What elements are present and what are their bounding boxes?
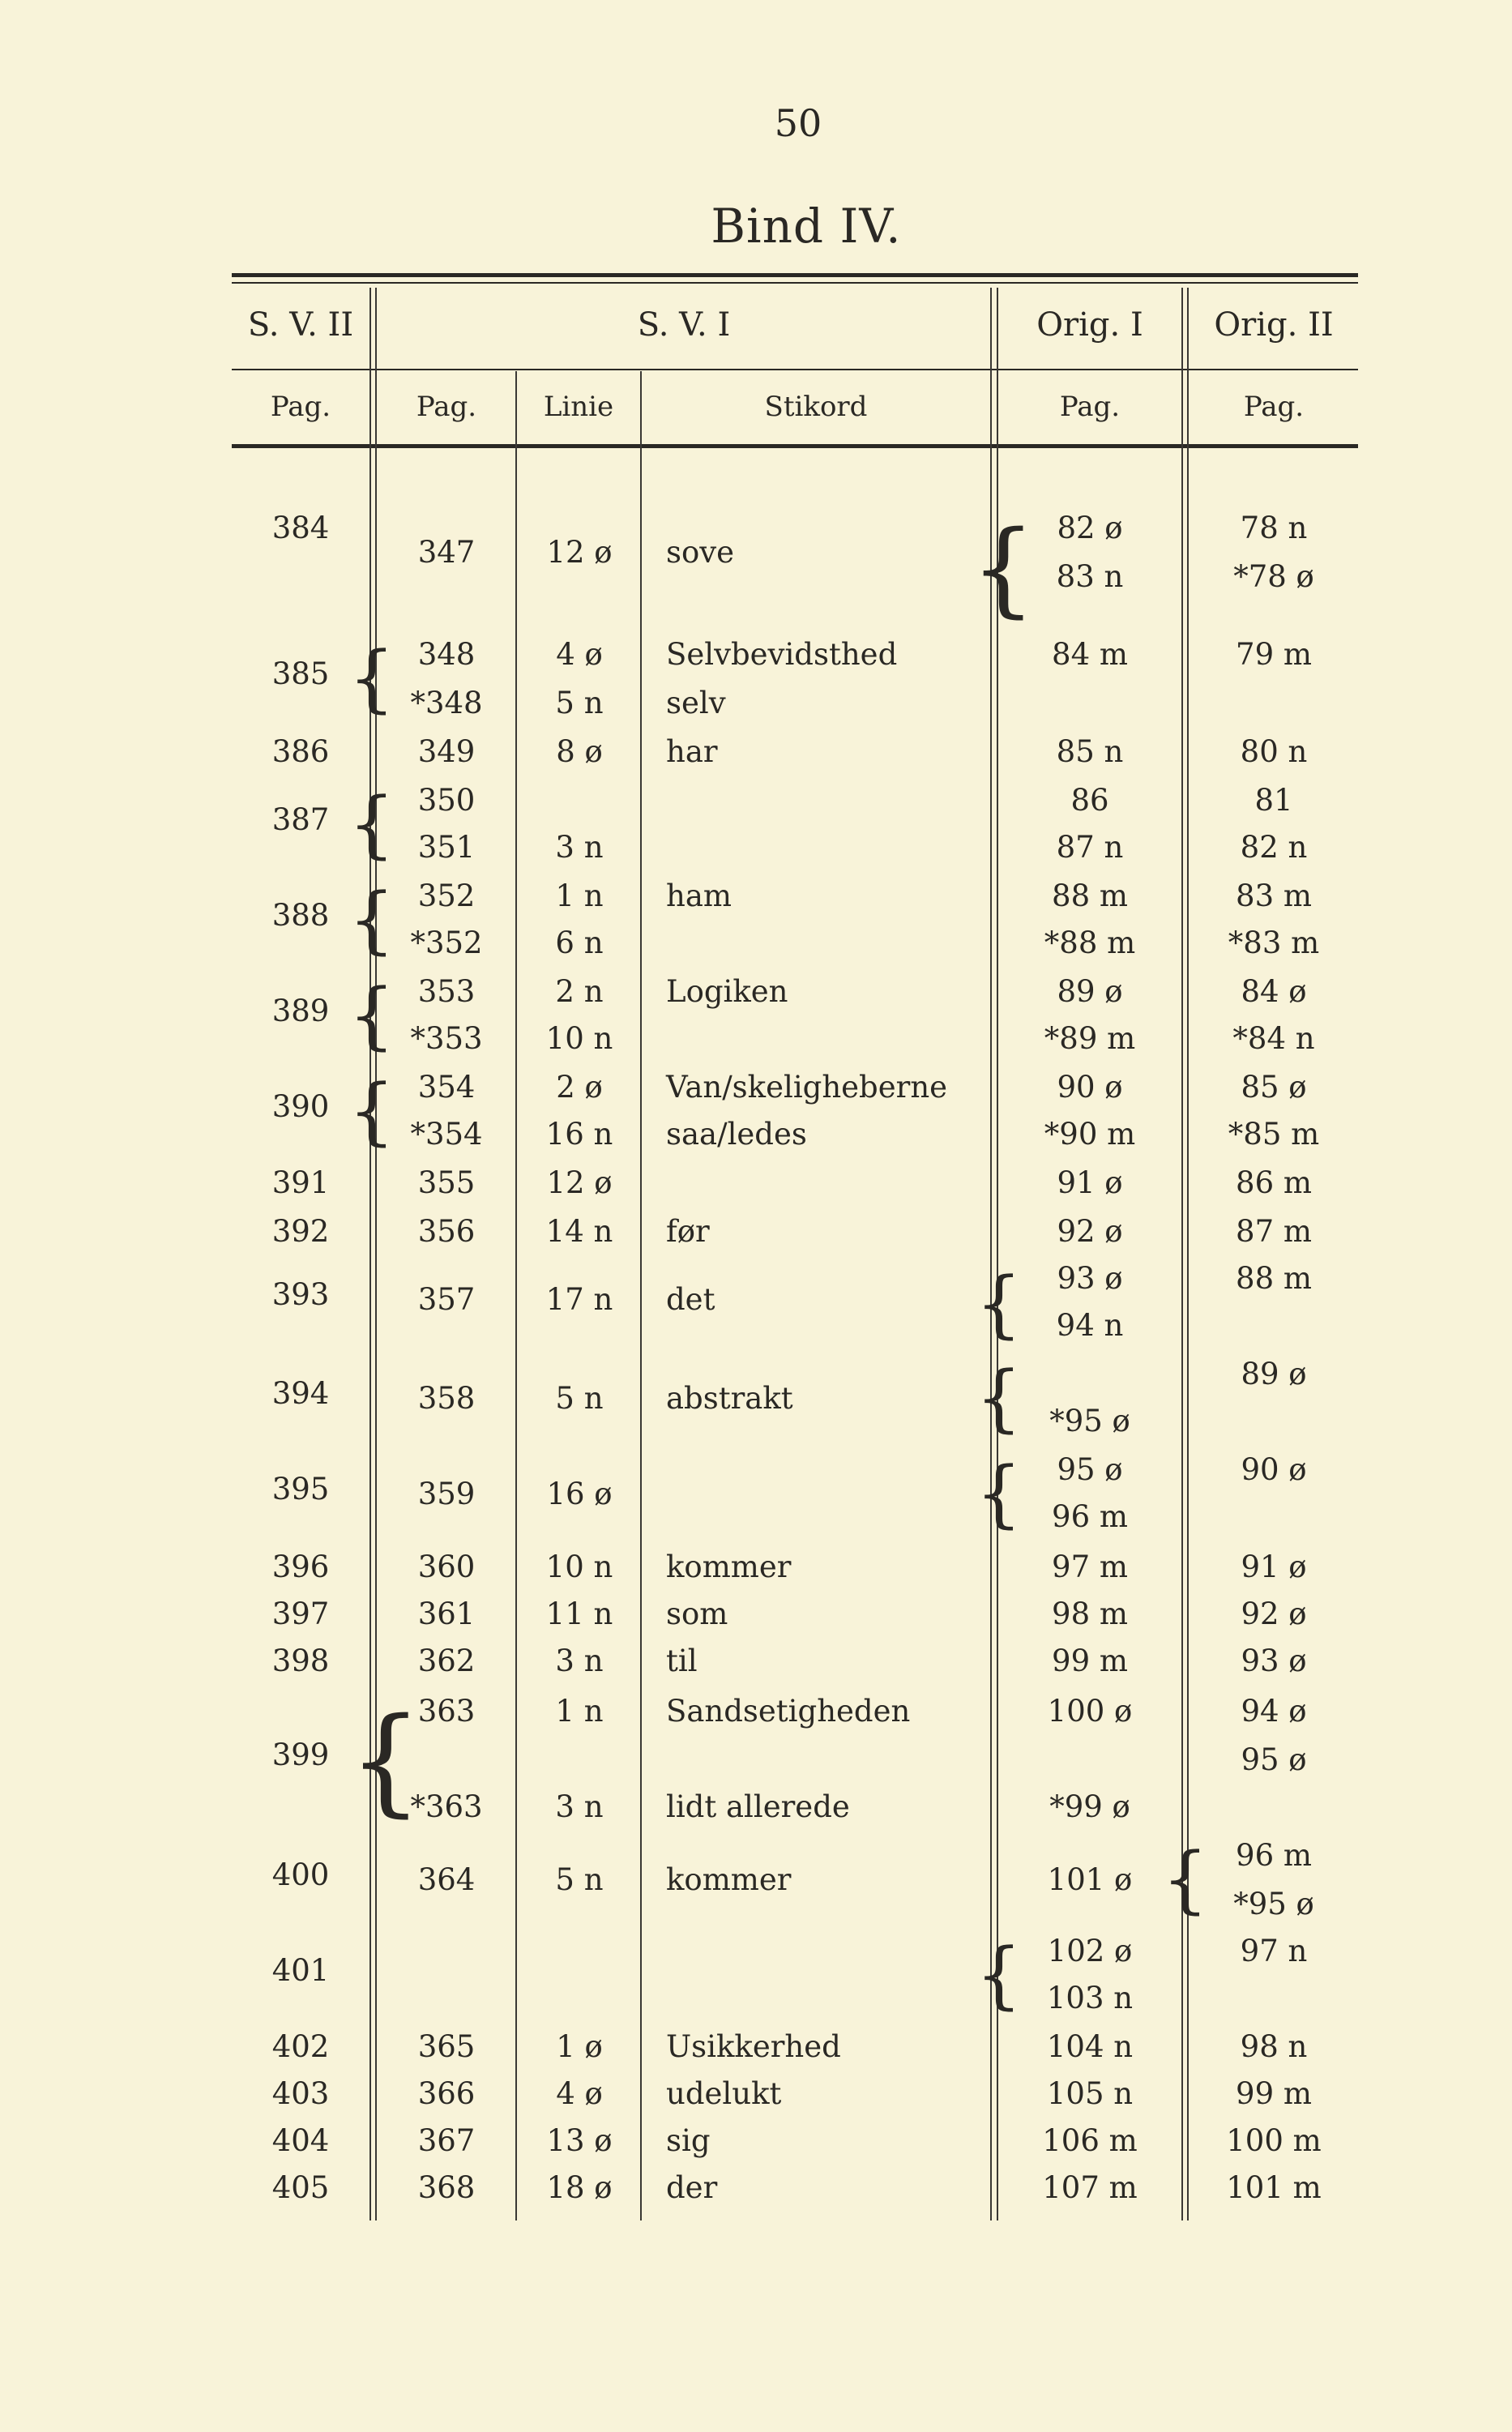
cell-pag: 361 xyxy=(417,1596,476,1631)
cell-pag: 367 xyxy=(417,2123,476,2158)
cell-o1: 100 ø xyxy=(1047,1694,1133,1729)
cell-linie: 3 n xyxy=(555,1789,604,1824)
cell-sv2: 388 xyxy=(271,898,330,933)
cell-sv2: 401 xyxy=(271,1953,330,1988)
cell-sv2: 384 xyxy=(271,511,330,545)
cell-o1: 103 n xyxy=(1046,1981,1134,2015)
cell-o1: 101 ø xyxy=(1047,1862,1133,1897)
cell-o2: 81 xyxy=(1254,783,1293,818)
cell-o1: 87 n xyxy=(1056,830,1124,865)
cell-sv2: 393 xyxy=(271,1277,330,1312)
cell-pag: 348 xyxy=(417,637,476,672)
cell-stikord: det xyxy=(666,1282,715,1317)
cell-o1: 88 m xyxy=(1052,878,1128,913)
cell-sv2: 402 xyxy=(271,2029,330,2064)
cell-sv2: 385 xyxy=(271,656,330,691)
cell-o1: 84 m xyxy=(1052,637,1128,672)
cell-linie: 13 ø xyxy=(546,2123,613,2158)
cell-o1: 92 ø xyxy=(1057,1214,1123,1249)
cell-pag: 354 xyxy=(417,1070,476,1105)
cell-o2: 93 ø xyxy=(1241,1643,1307,1678)
cell-o1: 106 m xyxy=(1042,2123,1138,2158)
subheader-pag-orig2: Pag. xyxy=(1243,391,1305,423)
cell-o2: 82 n xyxy=(1240,830,1308,865)
cell-pag: 349 xyxy=(417,734,476,769)
cell-o1: 85 n xyxy=(1056,734,1124,769)
cell-o1: *88 m xyxy=(1044,925,1136,960)
cell-o1: 96 m xyxy=(1052,1499,1128,1534)
cell-o1: 98 m xyxy=(1052,1596,1128,1631)
cell-pag: *363 xyxy=(410,1789,483,1824)
brace-icon: { xyxy=(976,1451,1023,1537)
cell-pag: *348 xyxy=(410,686,483,720)
col-rule-pag xyxy=(515,371,517,2220)
cell-o2: 95 ø xyxy=(1241,1742,1307,1777)
cell-stikord: Sandsetigheden xyxy=(666,1694,911,1729)
cell-stikord: som xyxy=(666,1596,728,1631)
subheader-linie: Linie xyxy=(543,391,614,423)
cell-linie: 12 ø xyxy=(546,535,613,570)
cell-linie: 16 ø xyxy=(546,1477,613,1511)
cell-o2: 99 m xyxy=(1236,2076,1312,2111)
cell-o2: 90 ø xyxy=(1241,1452,1307,1487)
cell-o2: 83 m xyxy=(1236,878,1312,913)
cell-linie: 4 ø xyxy=(556,637,603,672)
cell-stikord: Selvbevidsthed xyxy=(666,637,898,672)
brace-icon: { xyxy=(348,636,395,721)
cell-o1: *89 m xyxy=(1044,1021,1136,1056)
cell-linie: 3 n xyxy=(555,830,604,865)
col-rule-linie xyxy=(640,371,642,2220)
brace-icon: { xyxy=(348,782,395,867)
cell-linie: 3 n xyxy=(555,1643,604,1678)
cell-linie: 10 n xyxy=(545,1021,613,1056)
cell-linie: 16 n xyxy=(545,1117,613,1152)
cell-stikord: før xyxy=(666,1214,710,1249)
cell-linie: 11 n xyxy=(545,1596,613,1631)
cell-linie: 5 n xyxy=(555,1381,604,1416)
cell-sv2: 392 xyxy=(271,1214,330,1249)
brace-icon: { xyxy=(976,1356,1023,1441)
cell-o1: 91 ø xyxy=(1057,1165,1123,1200)
subheader-pag-orig1: Pag. xyxy=(1059,391,1121,423)
page-number: 50 xyxy=(774,101,822,145)
col-rule-sv2 xyxy=(369,288,371,2220)
cell-o2: 87 m xyxy=(1236,1214,1312,1249)
cell-pag: 363 xyxy=(417,1694,476,1729)
cell-linie: 14 n xyxy=(545,1214,613,1249)
cell-sv2: 405 xyxy=(271,2170,330,2205)
cell-linie: 8 ø xyxy=(556,734,603,769)
cell-linie: 1 ø xyxy=(556,2029,603,2064)
cell-o2: 97 n xyxy=(1240,1934,1308,1968)
cell-pag: 357 xyxy=(417,1282,476,1317)
cell-sv2: 397 xyxy=(271,1596,330,1631)
cell-stikord: lidt allerede xyxy=(666,1789,850,1824)
brace-icon: { xyxy=(976,1933,1023,2018)
cell-o1: 94 n xyxy=(1056,1308,1124,1343)
cell-linie: 5 n xyxy=(555,686,604,720)
cell-sv2: 389 xyxy=(271,994,330,1028)
cell-pag: *353 xyxy=(410,1021,483,1056)
cell-stikord: til xyxy=(666,1643,698,1678)
cell-linie: 2 ø xyxy=(556,1070,603,1105)
cell-o1: *95 ø xyxy=(1049,1404,1130,1438)
cell-linie: 12 ø xyxy=(546,1165,613,1200)
brace-icon: { xyxy=(348,878,395,963)
cell-pag: 358 xyxy=(417,1381,476,1416)
cell-o2: *83 m xyxy=(1228,925,1320,960)
cell-o1: 104 n xyxy=(1046,2029,1134,2064)
cell-stikord: der xyxy=(666,2170,718,2205)
cell-linie: 5 n xyxy=(555,1862,604,1897)
cell-linie: 6 n xyxy=(555,925,604,960)
subheader-pag-sv1: Pag. xyxy=(416,391,477,423)
cell-pag: 359 xyxy=(417,1477,476,1511)
cell-o1: 93 ø xyxy=(1057,1261,1123,1296)
cell-pag: 350 xyxy=(417,783,476,818)
cell-stikord: Van/skeligheberne xyxy=(666,1070,948,1105)
cell-o2: *85 m xyxy=(1228,1117,1320,1152)
cell-pag: 362 xyxy=(417,1643,476,1678)
cell-pag: 347 xyxy=(417,535,476,570)
cell-o2: 79 m xyxy=(1236,637,1312,672)
brace-icon: { xyxy=(348,1692,423,1828)
cell-o1: 97 m xyxy=(1052,1549,1128,1584)
cell-pag: 351 xyxy=(417,830,476,865)
cell-stikord: ham xyxy=(666,878,732,913)
cell-stikord: kommer xyxy=(666,1862,792,1897)
cell-o2: 80 n xyxy=(1240,734,1308,769)
cell-pag: 365 xyxy=(417,2029,476,2064)
cell-pag: *354 xyxy=(410,1117,483,1152)
cell-stikord: sig xyxy=(666,2123,711,2158)
cell-o1: 99 m xyxy=(1052,1643,1128,1678)
cell-stikord: Usikkerhed xyxy=(666,2029,841,2064)
cell-pag: *352 xyxy=(410,925,483,960)
cell-sv2: 398 xyxy=(271,1643,330,1678)
cell-sv2: 387 xyxy=(271,802,330,837)
brace-icon: { xyxy=(1162,1837,1209,1922)
cell-o2: 78 n xyxy=(1240,511,1308,545)
cell-pag: 366 xyxy=(417,2076,476,2111)
subheader-stikord: Stikord xyxy=(764,391,868,423)
header-sv2: S. V. II xyxy=(247,306,354,344)
cell-pag: 364 xyxy=(417,1862,476,1897)
cell-linie: 17 n xyxy=(545,1282,613,1317)
header-sv1: S. V. I xyxy=(637,306,731,344)
cell-stikord: saa/ledes xyxy=(666,1117,807,1152)
cell-pag: 360 xyxy=(417,1549,476,1584)
cell-stikord: Logiken xyxy=(666,974,788,1009)
cell-o2: 100 m xyxy=(1226,2123,1322,2158)
cell-o2: 101 m xyxy=(1226,2170,1322,2205)
cell-sv2: 400 xyxy=(271,1857,330,1892)
cell-sv2: 404 xyxy=(271,2123,330,2158)
cell-sv2: 395 xyxy=(271,1472,330,1507)
cell-o1: 105 n xyxy=(1046,2076,1134,2111)
top-rule-thin xyxy=(232,282,1358,284)
cell-stikord: udelukt xyxy=(666,2076,782,2111)
cell-o1: 90 ø xyxy=(1057,1070,1123,1105)
cell-o2: 84 ø xyxy=(1241,974,1307,1009)
cell-linie: 18 ø xyxy=(546,2170,613,2205)
cell-sv2: 390 xyxy=(271,1089,330,1124)
cell-o1: 83 n xyxy=(1056,559,1124,594)
cell-stikord: sove xyxy=(666,535,735,570)
cell-o2: *95 ø xyxy=(1233,1887,1314,1921)
cell-o2: 89 ø xyxy=(1241,1357,1307,1391)
cell-stikord: abstrakt xyxy=(666,1381,793,1416)
cell-o1: *99 ø xyxy=(1049,1789,1130,1824)
cell-sv2: 391 xyxy=(271,1165,330,1200)
cell-o1: 82 ø xyxy=(1057,511,1123,545)
cell-sv2: 403 xyxy=(271,2076,330,2111)
cell-pag: 352 xyxy=(417,878,476,913)
cell-stikord: selv xyxy=(666,686,726,720)
brace-icon: { xyxy=(971,509,1036,628)
cell-o2: 96 m xyxy=(1236,1838,1312,1873)
header-bottom-rule xyxy=(232,444,1358,448)
cell-linie: 4 ø xyxy=(556,2076,603,2111)
cell-o1: 86 xyxy=(1070,783,1109,818)
cell-pag: 368 xyxy=(417,2170,476,2205)
cell-o2: 98 n xyxy=(1240,2029,1308,2064)
section-title: Bind IV. xyxy=(711,199,902,254)
cell-pag: 356 xyxy=(417,1214,476,1249)
cell-o1: 102 ø xyxy=(1047,1934,1133,1968)
cell-sv2: 386 xyxy=(271,734,330,769)
top-rule-thick xyxy=(232,273,1358,277)
cell-o1: 89 ø xyxy=(1057,974,1123,1009)
brace-icon: { xyxy=(976,1262,1023,1347)
cell-o2: *78 ø xyxy=(1233,559,1314,594)
cell-linie: 2 n xyxy=(555,974,604,1009)
col-rule-orig1 xyxy=(1181,288,1183,2220)
cell-linie: 1 n xyxy=(555,878,604,913)
cell-o2: *84 n xyxy=(1232,1021,1315,1056)
cell-linie: 1 n xyxy=(555,1694,604,1729)
header-divider xyxy=(232,369,1358,370)
cell-pag: 355 xyxy=(417,1165,476,1200)
cell-o2: 94 ø xyxy=(1241,1694,1307,1729)
col-rule-sv2b xyxy=(375,288,377,2220)
cell-stikord: kommer xyxy=(666,1549,792,1584)
cell-sv2: 399 xyxy=(271,1737,330,1772)
brace-icon: { xyxy=(348,1069,395,1154)
cell-o2: 85 ø xyxy=(1241,1070,1307,1105)
cell-o2: 91 ø xyxy=(1241,1549,1307,1584)
cell-o1: *90 m xyxy=(1044,1117,1136,1152)
header-orig1: Orig. I xyxy=(1036,306,1143,344)
cell-pag: 353 xyxy=(417,974,476,1009)
subheader-pag-sv2: Pag. xyxy=(270,391,331,423)
cell-o2: 92 ø xyxy=(1241,1596,1307,1631)
cell-o1: 107 m xyxy=(1042,2170,1138,2205)
cell-o2: 86 m xyxy=(1236,1165,1312,1200)
cell-o1: 95 ø xyxy=(1057,1452,1123,1487)
cell-linie: 10 n xyxy=(545,1549,613,1584)
header-orig2: Orig. II xyxy=(1214,306,1334,344)
cell-sv2: 396 xyxy=(271,1549,330,1584)
brace-icon: { xyxy=(348,973,395,1058)
cell-o2: 88 m xyxy=(1236,1261,1312,1296)
cell-stikord: har xyxy=(666,734,718,769)
cell-sv2: 394 xyxy=(271,1376,330,1411)
